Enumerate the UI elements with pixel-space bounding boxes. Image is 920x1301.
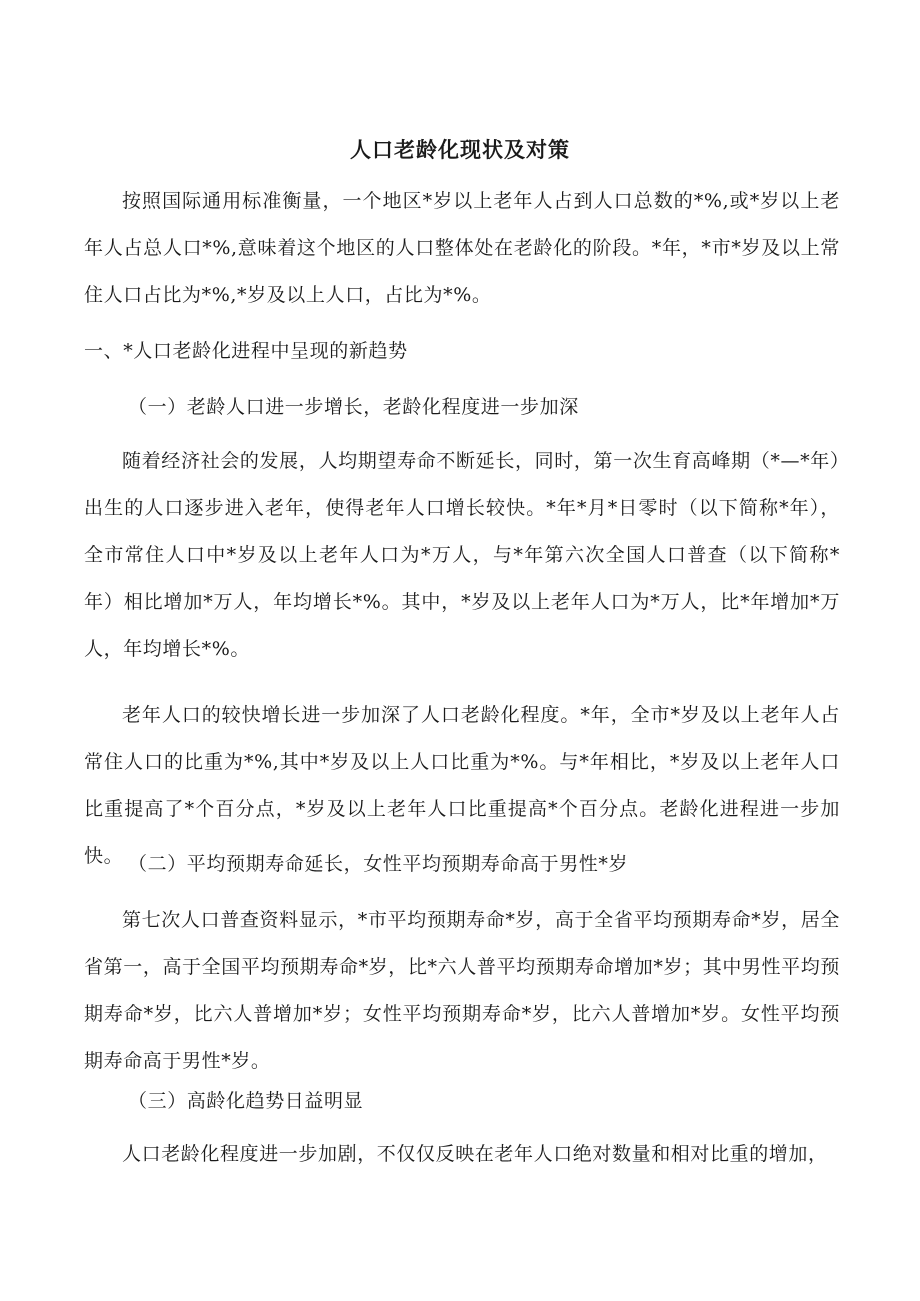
subsection-heading-3: （三）高龄化趋势日益明显 bbox=[128, 1090, 364, 1112]
document-title: 人口老龄化现状及对策 bbox=[350, 138, 570, 162]
subsection-1-paragraph-1: 随着经济社会的发展，人均期望寿命不断延长，同时，第一次生育高峰期（*—*年）出生的人口逐步进入老年，使得老年人口增长较快。*年*月*日零时（以下简称*年），全市常住人口中*岁及以上老年人口为*万人，与*年第六次全国人口普查（以下简称*年）相比增加*万人，年均增长*%。其中，*岁及以上老年人口为*万人，比*年增加*万人，年均增长*%。 bbox=[84, 450, 840, 660]
section-heading-1: 一、*人口老龄化进程中呈现的新趋势 bbox=[84, 340, 408, 362]
subsection-heading-2: （二）平均预期寿命延长，女性平均预期寿命高于男性*岁 bbox=[128, 853, 629, 875]
subsection-heading-1: （一）老龄人口进一步增长，老龄化程度进一步加深 bbox=[128, 396, 579, 418]
subsection-1-paragraph-2: 老年人口的较快增长进一步加深了人口老龄化程度。*年，全市*岁及以上老年人占常住人口的比重为*%,其中*岁及以上人口比重为*%。与*年相比，*岁及以上老年人口比重提高了*个百分点，*岁及以上老年人口比重提高*个百分点。老龄化进程进一步加快。 bbox=[84, 704, 840, 867]
intro-paragraph: 按照国际通用标准衡量，一个地区*岁以上老年人占到人口总数的*%,或*岁以上老年人占总人口*%,意味着这个地区的人口整体处在老龄化的阶段。*年，*市*岁及以上常住人口占比为*%,*岁及以上人口，占比为*%。 bbox=[84, 190, 840, 306]
subsection-3-paragraph-1: 人口老龄化程度进一步加剧，不仅仅反映在老年人口绝对数量和相对比重的增加， bbox=[122, 1143, 828, 1165]
subsection-2-paragraph-1: 第七次人口普查资料显示，*市平均预期寿命*岁，高于全省平均预期寿命*岁，居全省第一，高于全国平均预期寿命*岁，比*六人普平均预期寿命增加*岁；其中男性平均预期寿命*岁，比六人普增加*岁；女性平均预期寿命*岁，比六人普增加*岁。女性平均预期寿命高于男性*岁。 bbox=[84, 909, 840, 1072]
